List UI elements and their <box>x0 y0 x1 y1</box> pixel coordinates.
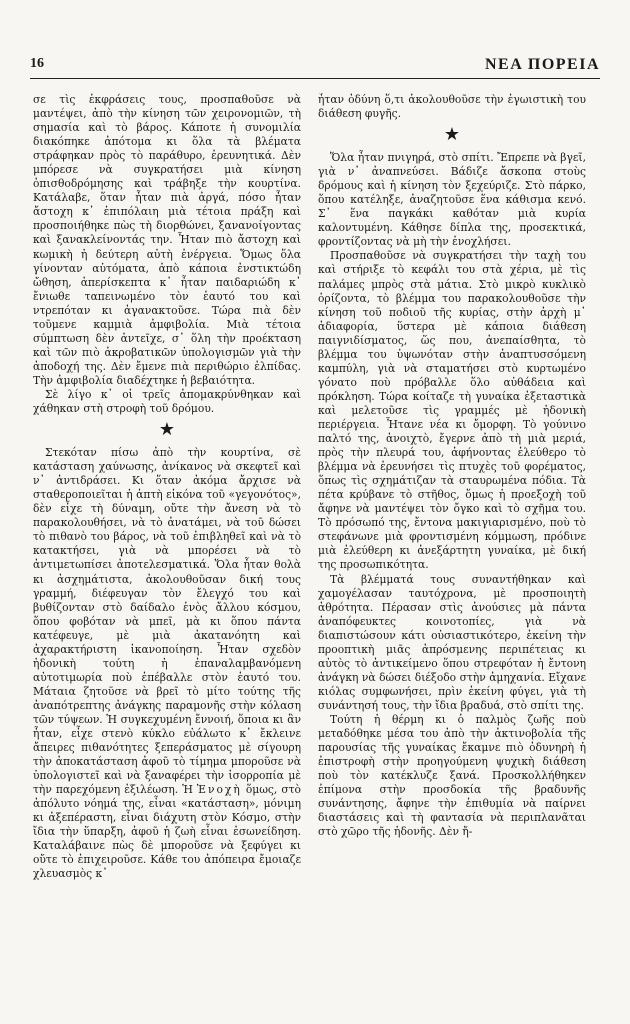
paragraph: Ὅλα ἦταν πνιγηρά, στὸ σπίτι. Ἔπρεπε νὰ βγεῖ, γιὰ ν᾽ ἀναπνεύσει. Βάδιζε ἄσκοπα στοὺς δρόμους καὶ ἡ κίνηση τὸν ξεχεύριζε. Στὸ πάρκο, ὅπου κατέληξε, ἀναζητοῦσε ἕνα κάθισμα κενό. Σ᾽ ἕνα παγκάκι καθόταν μιὰ κυρία καλοντυμένη. Κάθησε δίπλα της, προσεκτικά, φροντίζοντας νὰ μὴ τὴν ἐνοχλήσει. <box>318 151 586 249</box>
section-divider-star: ★ <box>158 419 176 441</box>
paragraph: Τούτη ἡ θέρμη κι ὁ παλμὸς ζωῆς ποὺ μεταδόθηκε μέσα του ἀπὸ τὴν ἀκτινοβολία τῆς παρουσίας τῆς γυναίκας ἔκαμνε πιὸ ὀδυνηρὴ ἡ ἐπιστροφὴ στὴν προηγούμενη ψυχικὴ διάθεση ποὺ τὸν κατέκλυζε ξανά. Προσκολλήθηκεν ἐπίμονα στὴν προσδοκία τῆς βραδυνῆς συνάντησης, ἄφηνε τὴν ἐπιθυμία νὰ παίρνει διαστάσεις καὶ τὴ φαντασία νὰ περιπλανᾶται στὸ χῶρο τῆς ἡδονῆς. Δὲν ἤ- <box>318 712 586 839</box>
paragraph: ἦταν ὀδύνη ὅ,τι ἀκολουθοῦσε τὴν ἐγωιστικὴ του διάθεση φυγῆς. <box>318 93 586 121</box>
right-column <box>318 93 586 1008</box>
header-rule <box>30 78 600 79</box>
paragraph: Προσπαθοῦσε νὰ συγκρατήσει τὴν ταχὴ του καὶ στήριξε τὸ κεφάλι του στὰ χέρια, μὲ τὶς παλάμες μπρὸς στὰ μάτια. Στὸ μικρὸ κυκλικὸ ὁρίζοντα, τὸ βλέμμα του παρακολουθοῦσε τὴν κίνηση τοῦ ποδιοῦ τῆς κυρίας, στὴν ἀρχὴ μ᾽ ἀδιαφορία, ὕστερα μὲ κάποια διάθεση παιγνιδίσματος, ὥς που, ἀνεπαίσθητα, τὸ βλέμμα του ὑψωνόταν στὴν ἀναπτυσσόμενη καμπύλη, γιὰ νὰ σταματήσει στὸ κυρτωμένο γόνατο ποὺ πρόβαλλε ὅλο αὐθάδεια καὶ πρόκληση. Τώρα κοίταζε τὴ γυναίκα ἐξεταστικὰ καὶ μελετοῦσε τὶς γραμμές μὲ ἡδονικὴ περιέργεια. Ἦτανε νέα κι ὄμορφη. Τὸ γούνινο παλτό της, ἀνοιχτὸ, ἔγερνε ἀπὸ τὴ μιὰ μεριά, πρὸς τὴν πλευρά του, ἀφήνοντας ἐλεύθερο τὸ βλέμμα νὰ ἐρευνήσει τὶς πτυχὲς τοῦ φορέματος, ὅπως τὶς σχημάτιζαν τὰ σταυρωμένα πόδια. Τὰ πέτα κρύβανε τὸ στῆθος, ὅμως ἡ προεξοχὴ τοῦ ἄφηνε νὰ μαντέψει τὸν ὄγκο καὶ τὸ σχῆμα του. Τὸ πρόσωπό της, ἔντονα μακιγιαρισμένο, ποὺ τὸ στεφάνωνε μιὰ φροντισμένη κόμμωση, πρόδινε μιὰ ἐλεύθερη κι ἀνεξάρτητη γυναίκα, μὲ δική της προσωπικότητα. <box>318 249 586 572</box>
section-divider-star: ★ <box>443 124 461 146</box>
paragraph: Τὰ βλέμματά τους συναντήθηκαν καὶ χαμογέλασαν ταυτόχρονα, μὲ προσποιητὴ ἀθρότητα. Πέρασαν στὶς ἀνούσιες μὰ πάντα ἀναπόφευκτες κοινοτοπίες, γιὰ νὰ διαπιστώσουν κάτι οὐσιαστικότερο, ἐκείνη τὴν προοπτικὴ μιᾶς ἀπρόσμενης περιπέτειας κι αὐτὸς τὸ ἀντικείμενο ὅπου στρεφόταν ἡ ἔντονη ἀνάγκη νὰ δώσει διέξοδο στὴν ἀμηχανία. Εἴχανε κιόλας συμφωνήσει, πρὶν ἐκείνη φύγει, γιὰ τὴ συνάντησή τους, τὴν ἴδια βραδυά, στὸ σπίτι της. <box>318 572 586 712</box>
left-column <box>33 93 301 1008</box>
emphasized-word: Ἐνοχὴ <box>196 783 242 797</box>
paragraph-text: ὅμως, στὸ ἀπόλυτο νόημά της, εἶναι «κατάσταση», μόνιμη κι ἀξεπέραστη, εἶναι διάχυτη στὸν Κόσμο, στὴν ἴδια τὴν ὕπαρξη, ἀφοῦ ἡ ζωὴ εἶναι ἐσωνείδηση. Καταλάβαινε πὼς δὲ μποροῦσε νὰ ξεφύγει κι οὔτε τὸ ἐπιχειροῦσε. Κάθε του ἀπόπειρα ἔμοιαζε χλευασμὸς κ᾽ <box>33 783 301 881</box>
paragraph: Σὲ λίγο κ᾽ οἱ τρεῖς ἀπομακρύνθηκαν καὶ χάθηκαν στὴ στροφὴ τοῦ δρόμου. <box>33 387 301 416</box>
paragraph-text: Στεκόταν πίσω ἀπὸ τὴν κουρτίνα, σὲ κατάσταση χαύνωσης, ἀνίκανος νὰ σκεφτεῖ καὶ ν᾽ ἀντιδράσει. Κι ὅταν ἀκόμα ἄρχισε νὰ σταθεροποιεῖται ἡ ἀπτὴ εἰκόνα τοῦ «γεγονότος», δὲν εἶχε τὴ δύναμη, οὔτε τὴν ἄνεση νὰ τὸ παρακολουθήσει, νὰ τὸ ἀνατάμει, νὰ τοῦ δώσει τὸ πιθανὸ του βάρος, νὰ τοῦ ἐπιβληθεῖ καὶ νὰ τὸ κατακτήσει, γιὰ νὰ μπορέσει νὰ τὸ ἀντιμετωπίσει ἀποτελεσματικά. Ὅλα ἦταν θολὰ κι ἀσχημάτιστα, ἀκολουθοῦσαν δική τους γραμμή, διέφευγαν τὸν ἔλεγχό του καὶ βυθίζονταν στὸ δαίδαλο ἑνὸς ἄλλου κόσμου, ὅπου φοβόταν νὰ μπεῖ, μὰ κι ὅπου πάντα κατέφευγε, μὲ μιὰ ἀκατανόητη καὶ ἀχαρακτήριστη ἱκανοποίηση. Ἦταν σχεδὸν ἡδονικὴ τούτη ἡ ἐπαναλαμβανόμενη αὐτοτιμωρία ποὺ ἐπέβαλλε στὸν ἑαυτό του. Μάταια ζητοῦσε νὰ βρεῖ τὸ μίτο τούτης τῆς ἀναπότρεπτης ἀνάγκης παραμονῆς στὴν κόλαση τῶν τύψεων. Ἡ συγκεχυμένη ἔννοιή, ὅποια κι ἂν ἦταν, εἶχε στενὸ κύκλο εὐάλωτο κ᾽ ἔκλεινε ἄπειρες πιθανότητες ξεπεράσματος μὲ σίγουρη τὴν ἀποκατάσταση ἀφοῦ τὸ τίμημα μποροῦσε νὰ ὑπολογιστεῖ καὶ νὰ ξαναφέρει τὴν ἰσορροπία μὲ τὴν παρεχόμενη ἐξιλέωση. Ἡ <box>33 446 301 797</box>
page-header <box>30 56 600 80</box>
paragraph: σε τὶς ἐκφράσεις τους, προσπαθοῦσε νὰ μαντέψει, ἀπὸ τὴν κίνηση τῶν χειρονομιῶν, τὴ σημασία καὶ τὸ βάρος. Κάποτε ἡ συνομιλία διακόπηκε ἀπότομα κι ὅλα τὰ βλέματα στράφηκαν πρὸς τὸ παράθυρο, ἐρευνητικά. Δὲν μπόρεσε νὰ συγκρατήσει μιὰ κίνηση ὀπισθοδρόμησης καὶ τράβηξε τὴν κουρτίνα. Κατάλαβε, ὅταν ἦταν πιὰ ἀργά, πόσο ἦταν ἄστοχη κ᾽ ἐπιπόλαιη μιὰ τέτοια πράξη καὶ προσποιήθηκε πὼς τὴ διορθώνει, ξανανοίγοντας καὶ ξανακλείνοντάς την. Ἦταν πιὸ ἄστοχη καὶ κωμικὴ ἡ δεύτερη αὐτὴ ἐνέργεια. Ὅμως ὅλα γίνονταν αὐτόματα, ἀπὸ κάποια ἐνστικτώδη ὤθηση, ἀπερίσκεπτα κ᾽ ἦταν παιδαριώδη κ᾽ ἔνιωθε ταπεινωμένο τὸν ἑαυτό του καὶ ντρεπόταν κι ἀγανακτοῦσε. Τώρα πιὰ δὲν τοῦμενε καμμιὰ ἀμφιβολία. Μιὰ τέτοια σύμπτωση δὲν ἀντεῖχε, σ᾽ ὅλη τὴν προέκταση καὶ τῶν πιὸ ἀκροβατικῶν ὑπολογισμῶν γιὰ τὴν ἀποδοχή της. Δὲν ἔμενε πιὰ περιθώριο ἐλπίδας. Τὴν ἀμφιβολία διαδέχτηκε ἡ βεβαιότητα. <box>33 93 301 387</box>
page-number: 16 <box>30 56 44 71</box>
paragraph <box>33 446 301 881</box>
journal-title: ΝΕΑ ΠΟΡΕΙΑ <box>484 56 600 73</box>
